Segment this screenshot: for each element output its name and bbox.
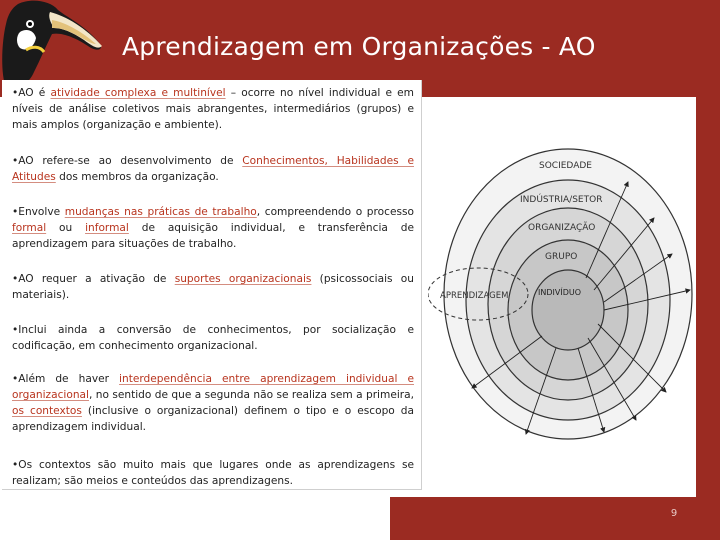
page-title: Aprendizagem em Organizações - AO: [122, 32, 596, 61]
bullet-text: •Inclui ainda a conversão de conhecimentos, por socialização e codificação, em conhecimento organizacional.: [12, 324, 414, 352]
bullet-contexts: [12, 457, 414, 489]
bullet-support: [12, 271, 414, 303]
bullet-text: ou: [46, 222, 86, 234]
highlight-term: os contextos: [12, 405, 82, 417]
bullet-interdependence: [12, 371, 414, 435]
bullet-text: •AO refere-se ao desenvolvimento de: [12, 155, 243, 167]
bullet-multilevel: [12, 85, 414, 133]
label-individuo: INDIVÍDUO: [538, 288, 582, 297]
label-industria: INDÚSTRIA/SETOR: [520, 195, 603, 205]
label-aprendizagem: APRENDIZAGEM: [440, 291, 509, 301]
bullet-text: •AO é: [12, 87, 51, 99]
highlight-term: Conhecimentos, Habilidades e Atitudes: [12, 155, 414, 183]
bullet-text: dos membros da organização.: [55, 171, 219, 183]
bullet-conversion: [12, 322, 414, 354]
label-grupo: GRUPO: [545, 252, 578, 262]
bullet-work-practices: [12, 204, 414, 252]
bullet-text: •Envolve: [12, 206, 65, 218]
bullet-text: , compreendendo o processo: [256, 206, 414, 218]
highlight-term: formal: [12, 222, 47, 234]
label-sociedade: SOCIEDADE: [539, 161, 592, 171]
bullet-text: •Além de haver: [12, 373, 120, 385]
bullet-text: •AO requer a ativação de: [12, 273, 175, 285]
page-number: 9: [670, 508, 678, 519]
levels-diagram: [428, 138, 696, 486]
bullet-text: de aquisição individual, e transferência de aprendizagem para situações de trabalho.: [12, 222, 415, 250]
highlight-term: mudanças nas práticas de trabalho: [64, 206, 257, 218]
toucan-logo-icon: [0, 0, 112, 92]
ring-individuo: [532, 270, 604, 350]
bullet-text: – ocorre no nível individual e em níveis de análise coletivos mais abrangentes, intermediários (grupos) e mais amplos (organização e ambiente).: [12, 87, 415, 131]
highlight-term: informal: [85, 222, 129, 234]
highlight-term: suportes organizacionais: [174, 273, 312, 285]
bullet-text: (psicossociais ou materiais).: [12, 273, 414, 301]
label-organizacao: ORGANIZAÇÃO: [528, 223, 596, 233]
bullet-text: (inclusive o organizacional) definem o tipo e o escopo da aprendizagem individual.: [12, 405, 414, 433]
highlight-term: interdependência entre aprendizagem individual e organizacional: [12, 373, 414, 401]
bullet-cha: [12, 153, 414, 185]
highlight-term: atividade complexa e multinível: [50, 87, 226, 99]
bullet-text: , no sentido de que a segunda não se realiza sem a primeira,: [88, 389, 414, 401]
text-panel: [2, 80, 422, 490]
bullet-text: •Os contextos são muito mais que lugares onde as aprendizagens se realizam; são meios e conteúdos das aprendizagens.: [12, 459, 414, 487]
side-decor-strip: [696, 97, 720, 540]
